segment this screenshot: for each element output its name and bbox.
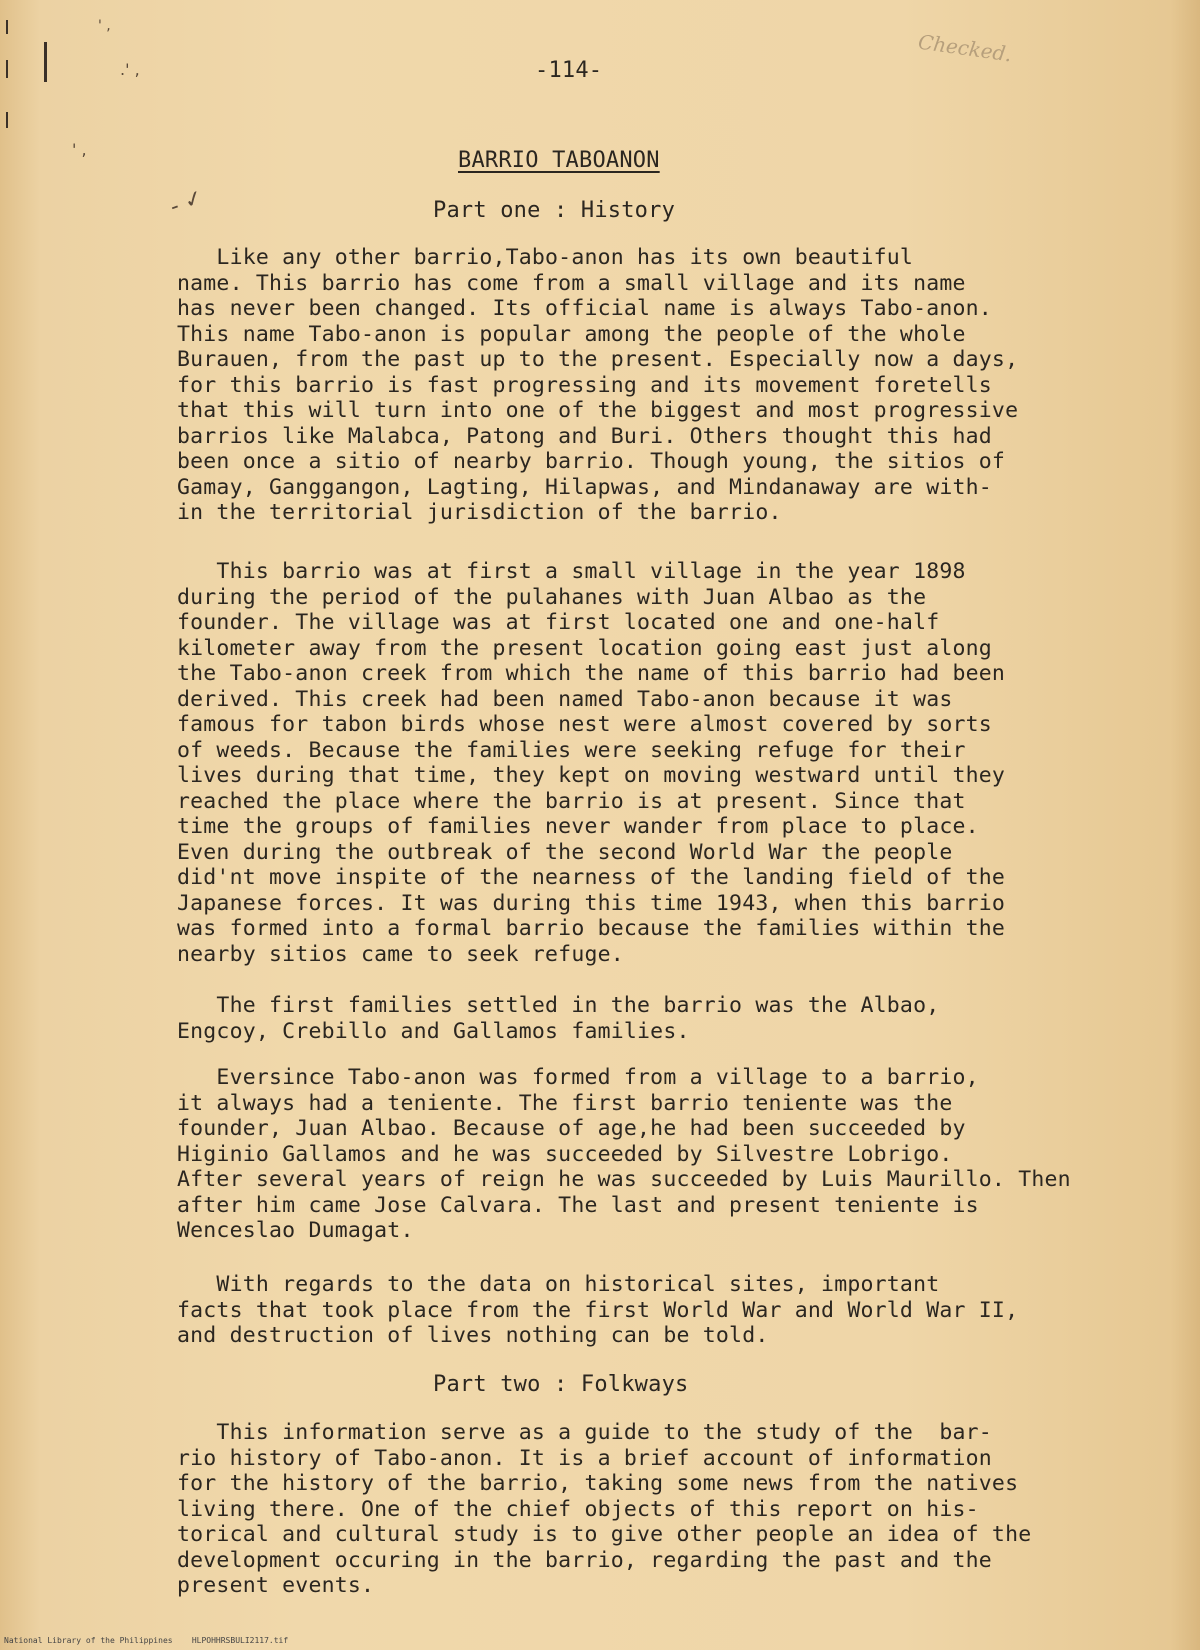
- text-line: torical and cultural study is to give other people an idea of the: [177, 1522, 1032, 1547]
- left-edge-mark: [6, 20, 8, 34]
- text-line: living there. One of the chief objects of this report on his-: [177, 1496, 979, 1522]
- text-line: after him came Jose Calvara. The last and present teniente is: [177, 1192, 979, 1218]
- text-line: Gamay, Ganggangon, Lagting, Hilapwas, and Mindanaway are with-: [177, 474, 992, 500]
- text-line: This information serve as a guide to the study of the bar-: [177, 1420, 992, 1445]
- text-line: been once a sitio of nearby barrio. Though young, the sitios of: [177, 449, 1006, 474]
- text-line: that this will turn into one of the biggest and most progressive: [177, 398, 1019, 423]
- text-line: barrios like Malabca, Patong and Buri. Others thought this had: [177, 423, 992, 449]
- text-line: it always had a teniente. The first barrio teniente was the: [177, 1090, 953, 1116]
- text-line: has never been changed. Its official name is always Tabo-anon.: [177, 296, 992, 321]
- text-line: name. This barrio has come from a small village and its name: [177, 270, 966, 296]
- paragraph-first-families: [177, 993, 1167, 1044]
- text-line: did'nt move inspite of the nearness of the landing field of the: [177, 865, 1006, 890]
- check-mark: - ✓: [166, 185, 207, 220]
- text-line: This name Tabo-anon is popular among the people of the whole: [177, 321, 966, 347]
- section-heading-part-two: Part two : Folkways: [433, 1372, 689, 1397]
- text-line: The first families settled in the barrio was the Albao,: [177, 993, 940, 1018]
- text-line: famous for tabon birds whose nest were almost covered by sorts: [177, 712, 992, 737]
- text-line: founder. The village was at first located one and one-half: [177, 610, 940, 635]
- text-line: Wenceslao Dumagat.: [177, 1218, 414, 1243]
- text-line: was formed into a formal barrio because the families within the: [177, 916, 1006, 941]
- paragraph-founding: [177, 559, 1167, 967]
- text-line: Eversince Tabo-anon was formed from a village to a barrio,: [177, 1065, 979, 1090]
- text-line: Japanese forces. It was during this time 1943, when this barrio: [177, 890, 1006, 916]
- text-line: Even during the outbreak of the second World War the people: [177, 839, 953, 865]
- text-line: Burauen, from the past up to the present. Especially now a days,: [177, 347, 1019, 372]
- section-heading-part-one: Part one : History: [433, 198, 676, 223]
- text-line: derived. This creek had been named Tabo-anon because it was: [177, 686, 953, 712]
- paragraph-folkways: [177, 1420, 1167, 1599]
- text-line: time the groups of families never wander from place to place.: [177, 814, 979, 839]
- text-line: This barrio was at first a small village in the year 1898: [177, 559, 966, 584]
- corner-scribble: .' ,: [120, 60, 140, 79]
- text-line: Higinio Gallamos and he was succeeded by Silvestre Lobrigo.: [177, 1141, 953, 1167]
- left-edge-mark: [44, 42, 47, 82]
- text-line: Engcoy, Crebillo and Gallamos families.: [177, 1018, 690, 1044]
- text-line: nearby sitios came to seek refuge.: [177, 941, 624, 967]
- text-line: in the territorial jurisdiction of the barrio.: [177, 500, 782, 525]
- text-line: kilometer away from the present location going east just along: [177, 635, 992, 661]
- text-line: for the history of the barrio, taking some news from the natives: [177, 1471, 1019, 1496]
- text-line: the Tabo-anon creek from which the name of this barrio had been: [177, 661, 1006, 686]
- text-line: development occuring in the barrio, regarding the past and the: [177, 1547, 992, 1573]
- text-line: lives during that time, they kept on moving westward until they: [177, 763, 1006, 788]
- paragraph-tenientes: [177, 1065, 1167, 1244]
- left-edge-mark: [6, 112, 8, 128]
- handwritten-annotation: Checked.: [916, 29, 1014, 67]
- paragraph-name-origin: [177, 245, 1167, 526]
- left-edge-mark: [6, 60, 8, 78]
- page-title: BARRIO TABOANON: [458, 148, 660, 173]
- text-line: rio history of Tabo-anon. It is a brief account of information: [177, 1445, 992, 1471]
- corner-scribble: ' ,: [98, 18, 111, 34]
- text-line: With regards to the data on historical sites, important: [177, 1272, 940, 1297]
- text-line: present events.: [177, 1573, 375, 1598]
- text-line: during the period of the pulahanes with Juan Albao as the: [177, 584, 927, 610]
- text-line: reached the place where the barrio is at present. Since that: [177, 788, 966, 814]
- scan-footer: National Library of the Philippines HLPOHHRSBULI2117.tif: [4, 1636, 289, 1645]
- text-line: founder, Juan Albao. Because of age,he had been succeeded by: [177, 1116, 966, 1141]
- text-line: Like any other barrio,Tabo-anon has its own beautiful: [177, 245, 914, 270]
- text-line: for this barrio is fast progressing and its movement foretells: [177, 372, 992, 398]
- text-line: After several years of reign he was succeeded by Luis Maurillo. Then: [177, 1167, 1071, 1192]
- text-line: and destruction of lives nothing can be told.: [177, 1323, 769, 1348]
- text-line: of weeds. Because the families were seeking refuge for their: [177, 737, 966, 763]
- corner-scribble: ' ,: [72, 140, 87, 159]
- paragraph-historical-sites: [177, 1272, 1167, 1349]
- page-number: -114-: [535, 58, 603, 83]
- text-line: facts that took place from the first World War and World War II,: [177, 1297, 1019, 1323]
